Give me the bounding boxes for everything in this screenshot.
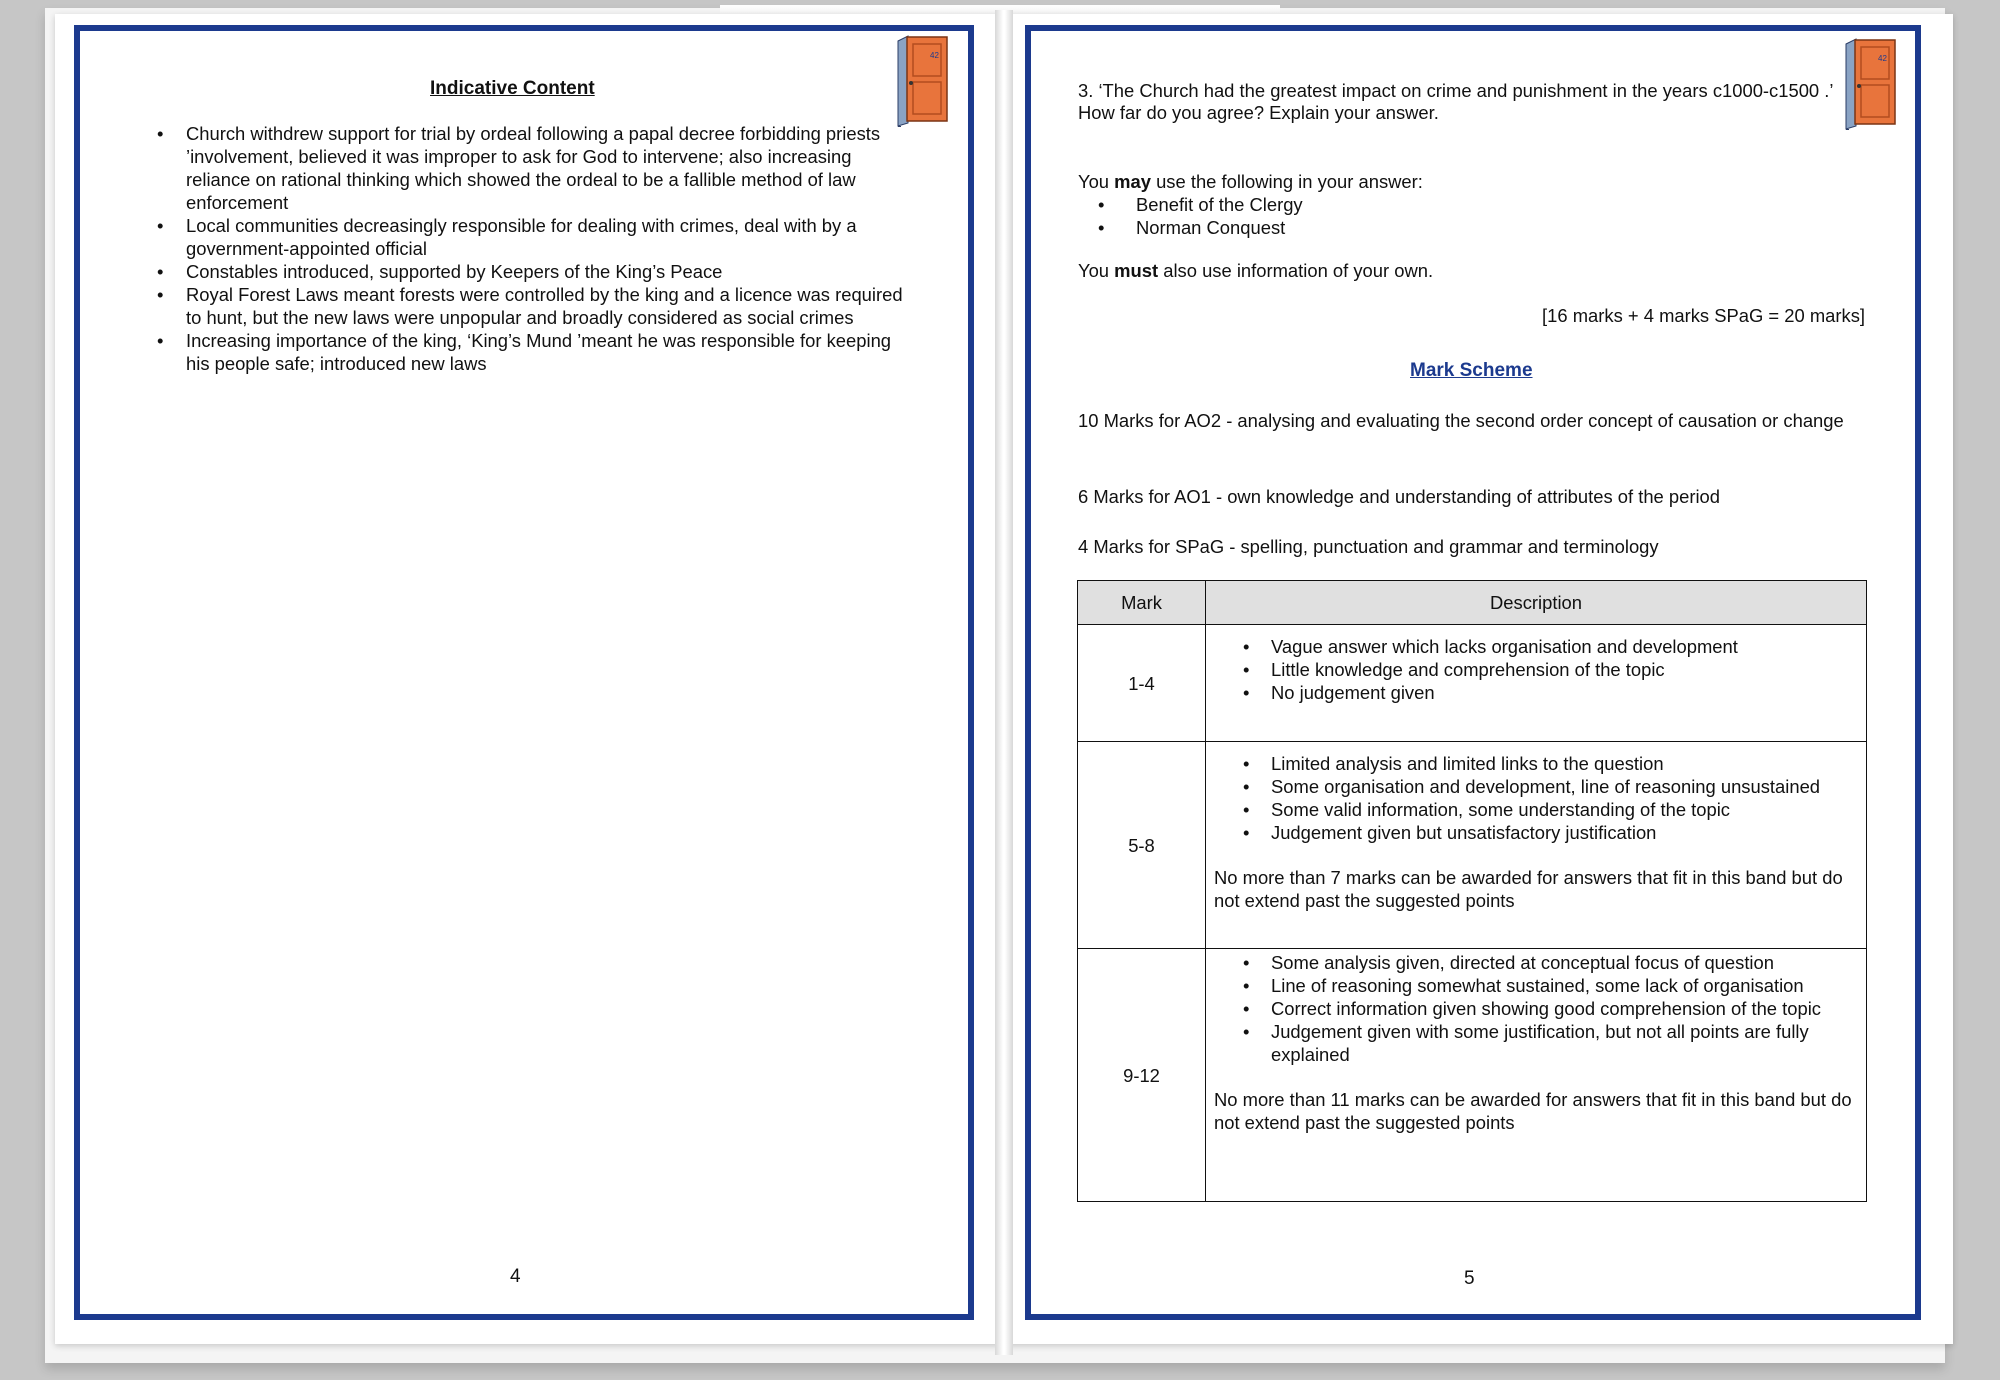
page-number: 4 bbox=[510, 1266, 521, 1287]
band-description bbox=[1206, 742, 1867, 949]
band-criteria-list bbox=[1214, 635, 1858, 704]
book-gutter bbox=[995, 10, 1013, 1355]
list-item: • No judgement given bbox=[1214, 681, 1858, 704]
band-note: No more than 11 marks can be awarded for answers that fit in this band but do not extend past the suggested points bbox=[1214, 1089, 1852, 1133]
list-item: • Increasing importance of the king, ‘King’s Mund ’meant he was responsible for keeping his people safe; introduced new laws bbox=[157, 329, 917, 375]
list-item: • Correct information given showing good comprehension of the topic bbox=[1214, 997, 1858, 1020]
page-number: 5 bbox=[1464, 1268, 1475, 1289]
must-word: must bbox=[1114, 260, 1159, 281]
list-item: • Limited analysis and limited links to the question bbox=[1214, 752, 1858, 775]
list-item: • Line of reasoning somewhat sustained, some lack of organisation bbox=[1214, 974, 1858, 997]
door-number: 42 bbox=[930, 51, 939, 60]
table-header-row bbox=[1078, 581, 1867, 625]
table-row bbox=[1078, 742, 1867, 949]
must-prefix: You bbox=[1078, 260, 1115, 281]
spag-description: 4 Marks for SPaG - spelling, punctuation and grammar and terminology bbox=[1078, 536, 1659, 557]
may-prefix: You bbox=[1078, 171, 1115, 192]
indicative-content-list bbox=[157, 122, 917, 375]
list-item: • Little knowledge and comprehension of the topic bbox=[1214, 658, 1858, 681]
list-item: • Judgement given but unsatisfactory justification bbox=[1214, 821, 1858, 844]
band-criteria-list bbox=[1214, 951, 1858, 1066]
marks-total: [16 marks + 4 marks SPaG = 20 marks] bbox=[1542, 305, 1865, 326]
mark-band: 9-12 bbox=[1078, 949, 1206, 1202]
may-use-list bbox=[1078, 193, 1423, 239]
question-prompt: How far do you agree? Explain your answer. bbox=[1078, 102, 1439, 123]
mark-scheme-table bbox=[1077, 580, 1867, 1202]
question-text: 3. ‘The Church had the greatest impact on crime and punishment in the years c1000-c1500 .’ bbox=[1078, 80, 1834, 101]
must-suffix: also use information of your own. bbox=[1158, 260, 1434, 281]
table-row bbox=[1078, 949, 1867, 1202]
may-word: may bbox=[1114, 171, 1151, 192]
list-item: • Norman Conquest bbox=[1078, 216, 1423, 239]
list-item: • Constables introduced, supported by Keepers of the King’s Peace bbox=[157, 260, 917, 283]
band-description bbox=[1206, 625, 1867, 742]
door-icon bbox=[1843, 38, 1903, 130]
list-item: • Judgement given with some justification, but not all points are fully explained bbox=[1214, 1020, 1858, 1066]
band-description bbox=[1206, 949, 1867, 1202]
may-use-block bbox=[1078, 170, 1423, 239]
list-item: • Vague answer which lacks organisation and development bbox=[1214, 635, 1858, 658]
mark-column-header: Mark bbox=[1078, 581, 1206, 625]
door-icon bbox=[895, 35, 955, 127]
mark-band: 5-8 bbox=[1078, 742, 1206, 949]
list-item: • Some analysis given, directed at conceptual focus of question bbox=[1214, 951, 1858, 974]
ao1-description: 6 Marks for AO1 - own knowledge and understanding of attributes of the period bbox=[1078, 486, 1721, 507]
list-item: • Local communities decreasingly responsible for dealing with crimes, deal with by a government-appointed official bbox=[157, 214, 917, 260]
may-use-line bbox=[1078, 170, 1423, 193]
band-criteria-list bbox=[1214, 752, 1858, 844]
question-block bbox=[1078, 80, 1838, 124]
description-column-header: Description bbox=[1206, 581, 1867, 625]
may-suffix: use the following in your answer: bbox=[1150, 171, 1423, 192]
list-item: • Benefit of the Clergy bbox=[1078, 193, 1423, 216]
must-use-line bbox=[1078, 260, 1433, 282]
list-item: • Royal Forest Laws meant forests were controlled by the king and a licence was required to hunt, but the new laws were unpopular and broadly considered as social crimes bbox=[157, 283, 917, 329]
door-number: 42 bbox=[1878, 54, 1887, 63]
list-item: • Church withdrew support for trial by ordeal following a papal decree forbidding priests ’involvement, believed it was improper to ask for God to intervene; also increasing reliance on rational thinking which showed the ordeal to be a fallible method of law enforcement bbox=[157, 122, 917, 214]
mark-band: 1-4 bbox=[1078, 625, 1206, 742]
table-row bbox=[1078, 625, 1867, 742]
band-note: No more than 7 marks can be awarded for answers that fit in this band but do not extend past the suggested points bbox=[1214, 867, 1843, 911]
mark-scheme-heading: Mark Scheme bbox=[1410, 360, 1533, 381]
list-item: • Some organisation and development, line of reasoning unsustained bbox=[1214, 775, 1858, 798]
ao2-description: 10 Marks for AO2 - analysing and evaluating the second order concept of causation or change bbox=[1078, 410, 1844, 431]
list-item: • Some valid information, some understanding of the topic bbox=[1214, 798, 1858, 821]
indicative-content-heading: Indicative Content bbox=[430, 78, 595, 99]
